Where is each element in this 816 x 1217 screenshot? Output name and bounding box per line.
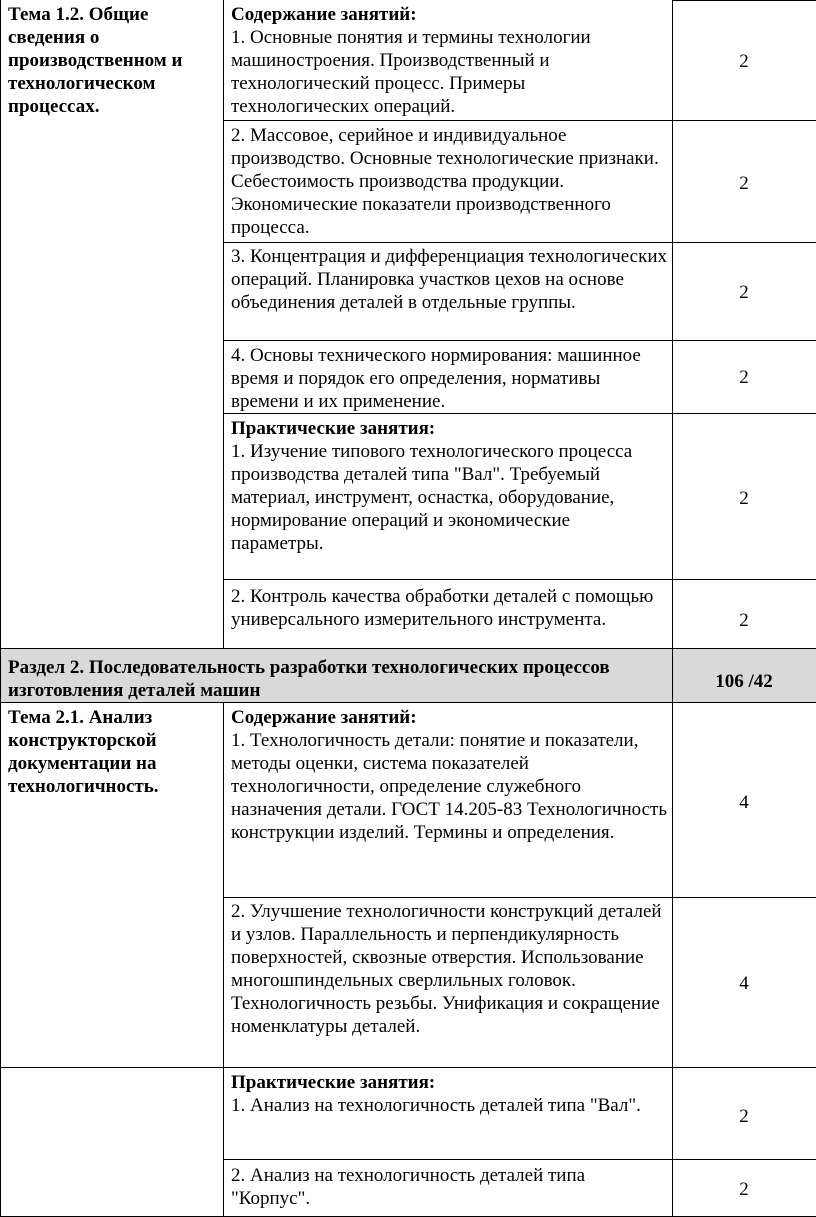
hours-value: 2	[739, 1179, 749, 1200]
grid-line	[223, 0, 224, 648]
section-title	[8, 656, 668, 702]
hours-value: 2	[739, 51, 749, 72]
hours-value: 2	[739, 282, 749, 303]
grid-line	[223, 340, 816, 341]
practice-item: 1. Изучение типового технологического процесса производства деталей типа "Вал". Требуемый материал, инструмент, оснастка, оборудование, нормирование операций и экономические параметры.	[231, 441, 633, 554]
hours-value: 4	[739, 973, 749, 994]
lesson-item: 2. Массовое, серийное и индивидуальное производство. Основные технологические признаки. Себестоимость производства продукции. Экономические показатели производственного процесса.	[231, 125, 659, 238]
grid-line	[672, 0, 816, 1]
lesson-item: 1. Технологичность детали: понятие и показатели, методы оценки, система показателей технологичности, определение служебного назначения детали. ГОСТ 14.205-83 Технологичность конструкции изделий. Термины и определения.	[231, 730, 667, 843]
hours-value: 2	[739, 173, 749, 194]
practice-item: 1. Анализ на технологичность деталей типа "Вал".	[231, 1095, 641, 1116]
grid-line	[0, 1067, 816, 1068]
section-name: Последовательность разработки технологических процессов изготовления деталей машин	[8, 657, 610, 701]
lesson-item: 1. Основные понятия и термины технологии машиностроения. Производственный и технологический процесс. Примеры технологических операций.	[231, 27, 591, 117]
grid-line	[223, 120, 816, 121]
lesson-item: 2. Улучшение технологичности конструкций деталей и узлов. Параллельность и перпендикулярность поверхностей, сквозные отверстия. Использование многошпиндельных сверлильных головок. Технологичность резьбы. Унификация и сокращение номенклатуры деталей.	[231, 901, 662, 1037]
section-label: Раздел 2.	[8, 657, 85, 678]
practice-cell	[231, 1071, 667, 1117]
grid-line	[223, 702, 224, 1217]
grid-line	[223, 897, 816, 898]
grid-line	[0, 0, 1, 1217]
content-header: Содержание занятий:	[231, 707, 417, 728]
practice-item: 2. Анализ на технологичность деталей типа "Корпус".	[231, 1165, 586, 1209]
grid-line	[223, 413, 816, 414]
topic-title: Тема 2.1. Анализ конструкторской документации на технологичность.	[8, 707, 159, 797]
grid-line	[223, 579, 816, 580]
hours-value: 4	[739, 792, 749, 813]
grid-line	[0, 648, 816, 649]
grid-line	[223, 1159, 816, 1160]
content-cell	[231, 3, 667, 118]
hours-value: 2	[739, 610, 749, 631]
content-cell	[231, 706, 667, 844]
section-hours: 106 /42	[715, 671, 773, 692]
grid-line	[223, 242, 816, 243]
hours-value: 2	[739, 367, 749, 388]
hours-value: 2	[739, 488, 749, 509]
practice-item: 2. Контроль качества обработки деталей с помощью универсального измерительного инструмента.	[231, 586, 654, 630]
lesson-item: 4. Основы технического нормирования: машинное время и порядок его определения, нормативы времени и их применение.	[231, 345, 641, 412]
practice-cell	[231, 417, 667, 555]
lesson-item: 3. Концентрация и дифференциация технологических операций. Планировка участков цехов на основе объединения деталей в отдельные группы.	[231, 246, 667, 313]
practice-header: Практические занятия:	[231, 418, 436, 439]
practice-header: Практические занятия:	[231, 1072, 436, 1093]
content-header: Содержание занятий:	[231, 4, 417, 25]
grid-line	[0, 702, 816, 703]
hours-value: 2	[739, 1106, 749, 1127]
topic-title: Тема 1.2. Общие сведения о производственном и технологическом процессах.	[8, 4, 183, 117]
